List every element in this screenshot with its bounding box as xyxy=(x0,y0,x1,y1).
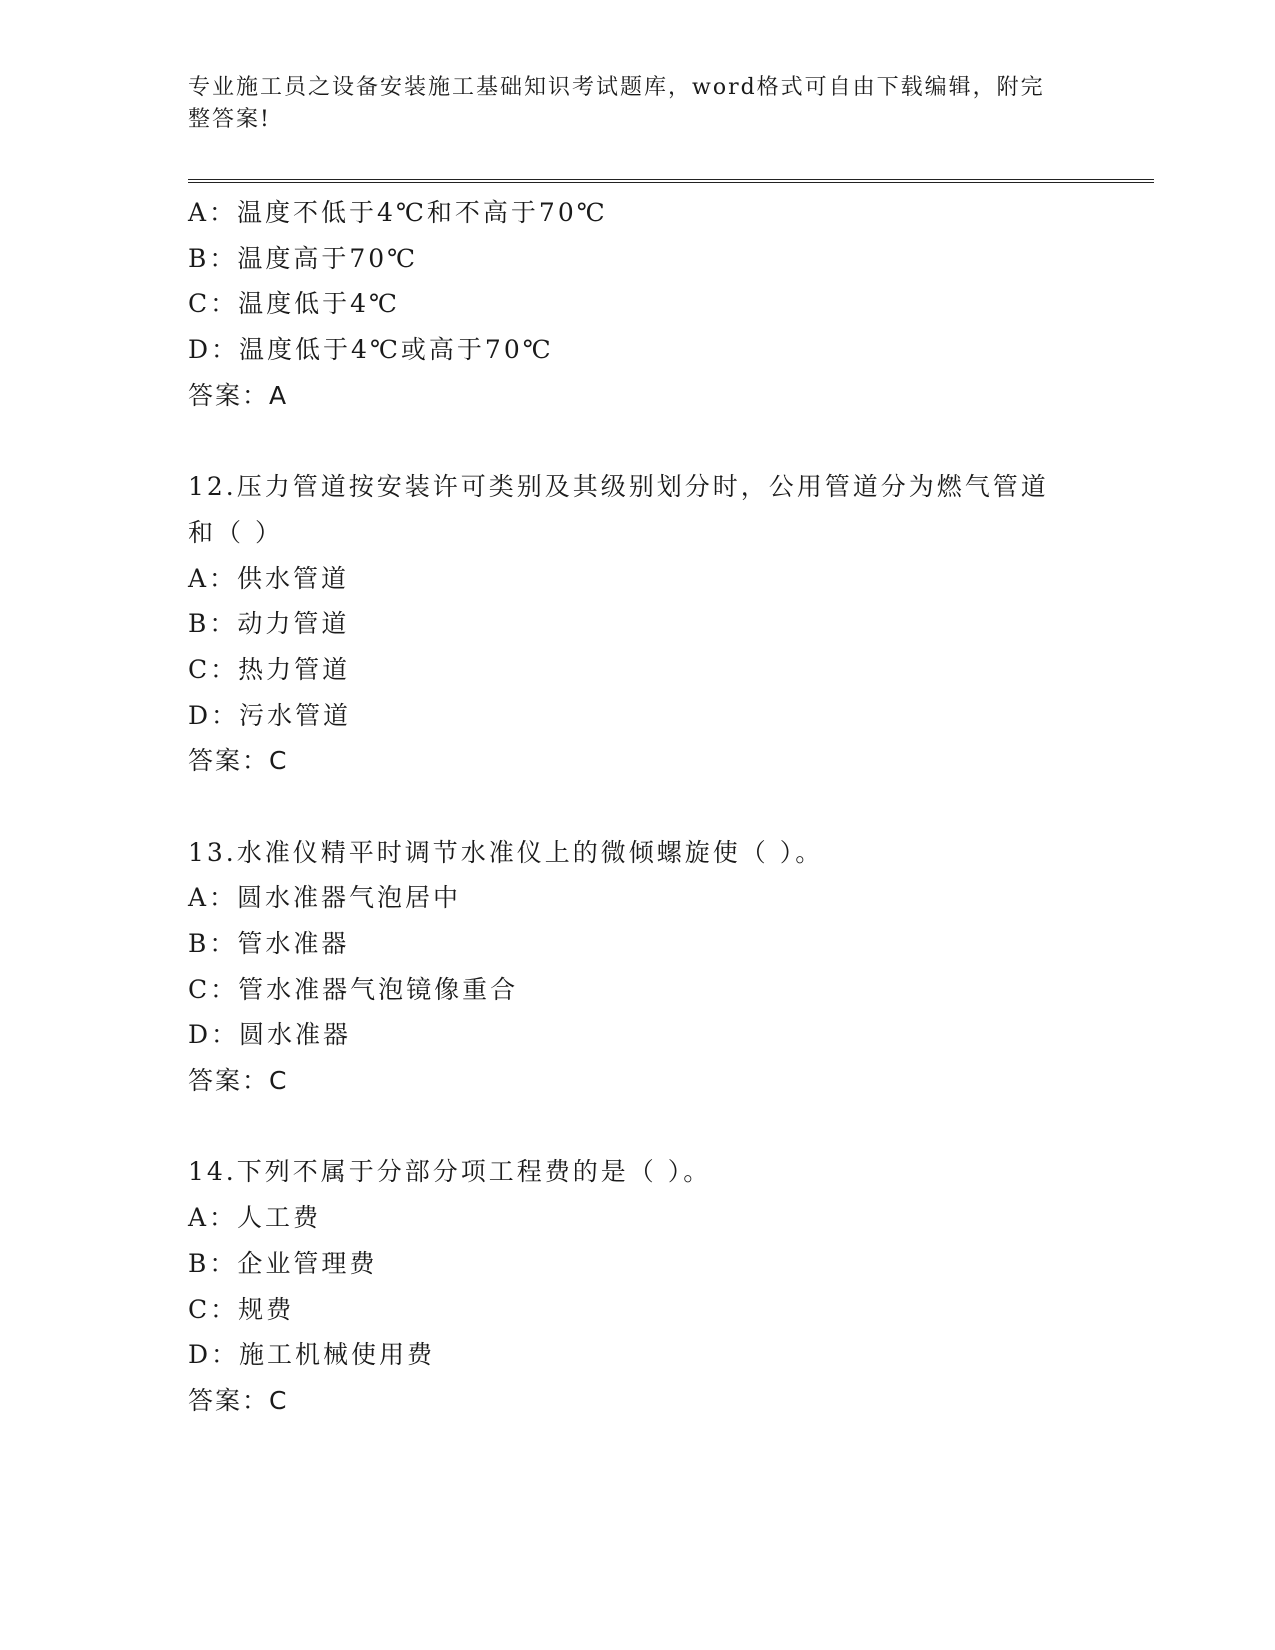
question-text-line2: 和（ ） xyxy=(188,517,283,547)
option-b: B：管水准器 xyxy=(188,929,350,958)
question-block-12 xyxy=(188,464,1088,784)
option-b: B：温度高于70℃ xyxy=(188,243,419,273)
answer-line: 答案：C xyxy=(188,746,289,776)
question-list xyxy=(188,190,1088,1424)
header-divider xyxy=(188,179,1154,183)
question-text: 14.下列不属于分部分项工程费的是（ ）。 xyxy=(188,1157,712,1187)
option-a: A：人工费 xyxy=(188,1203,322,1233)
option-a: A：圆水准器气泡居中 xyxy=(188,883,462,913)
question-text-line1: 12.压力管道按安装许可类别及其级别划分时，公用管道分为燃气管道 xyxy=(188,472,1049,502)
option-d: D：施工机械使用费 xyxy=(188,1340,436,1370)
question-block-14 xyxy=(188,1149,1088,1423)
option-d: D：温度低于4℃或高于70℃ xyxy=(188,335,554,365)
answer-line: 答案：C xyxy=(188,1385,289,1415)
option-a: A：供水管道 xyxy=(188,563,350,593)
question-text: 13.水准仪精平时调节水准仪上的微倾螺旋使（ ）。 xyxy=(188,837,824,867)
option-b: B：企业管理费 xyxy=(188,1248,378,1278)
option-d: D：圆水准器 xyxy=(188,1020,352,1050)
answer-line: 答案：C xyxy=(188,1066,289,1096)
option-d: D：污水管道 xyxy=(188,700,352,730)
document-header xyxy=(188,72,1068,136)
option-c: C：管水准器气泡镜像重合 xyxy=(188,974,519,1004)
question-block-11 xyxy=(188,190,1088,418)
option-c: C：热力管道 xyxy=(188,654,351,684)
question-block-13 xyxy=(188,830,1088,1104)
option-a: A：温度不低于4℃和不高于70℃ xyxy=(188,198,608,227)
option-c: C：温度低于4℃ xyxy=(188,289,401,319)
option-b: B：动力管道 xyxy=(188,609,350,639)
option-c: C：规费 xyxy=(188,1294,295,1324)
header-title: 专业施工员之设备安装施工基础知识考试题库，word格式可自由下载编辑，附完整答案! xyxy=(188,75,1045,132)
answer-line: 答案：A xyxy=(188,380,289,410)
